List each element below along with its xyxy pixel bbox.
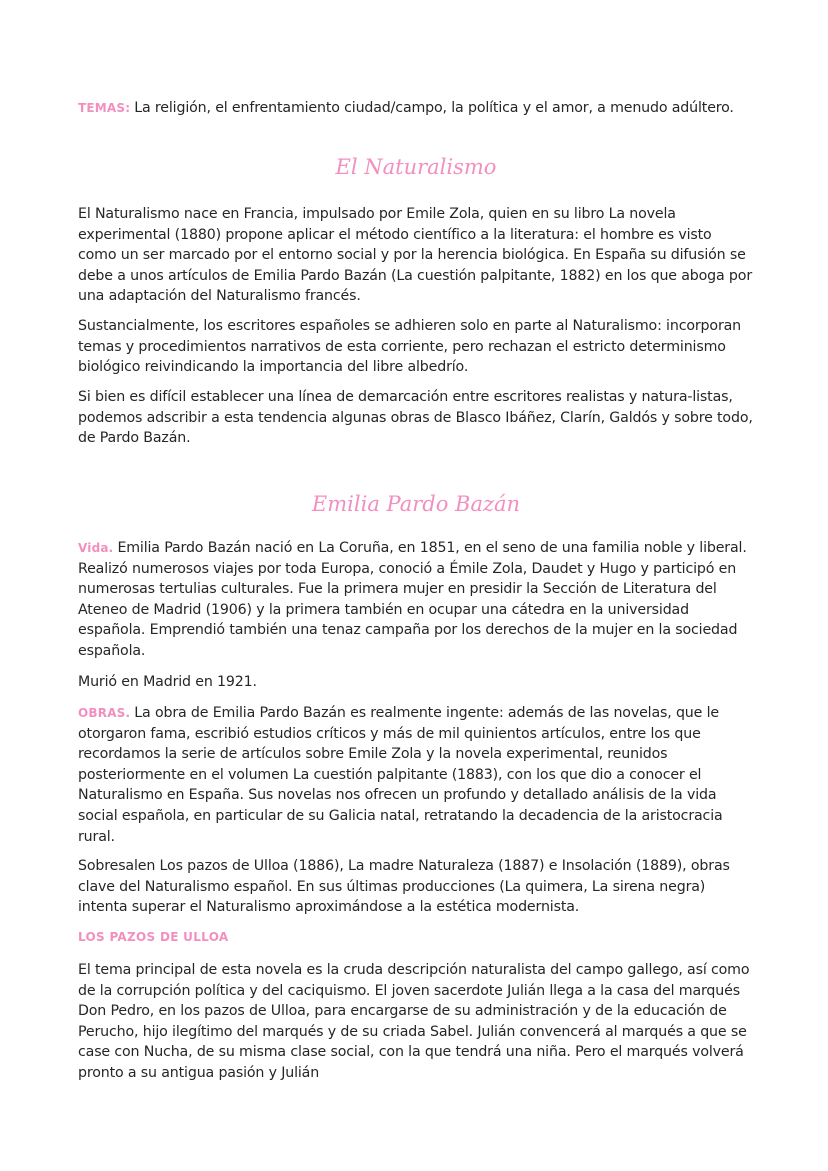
vida-label: Vida. (78, 541, 114, 555)
naturalismo-p1: El Naturalismo nace en Francia, impulsado por Emile Zola, quien en su libro La novela experimental (1880) propone aplicar el método científico a la literatura: el hombre es visto como un ser marcado por el entorno social y por la herencia biológica. En España su difusión se debe a unos artículos de Emilia Pardo Bazán (La cuestión palpitante, 1882) en los que aboga por una adaptación del Naturalismo francés. (78, 206, 753, 305)
obras-label: OBRAS. (78, 706, 131, 720)
temas-label: TEMAS: (78, 101, 131, 115)
naturalismo-p3: Si bien es difícil establecer una línea de demarcación entre escritores realistas y natura-listas, podemos adscribir a esta tendencia algunas obras de Blasco Ibáñez, Clarín, Galdós y sobre todo, de Pardo Bazán. (78, 389, 753, 447)
sobresalen-text: Sobresalen Los pazos de Ulloa (1886), La madre Naturaleza (1887) e Insolación (1889), obras clave del Naturalismo español. En sus últimas producciones (La quimera, La sirena negra) intenta superar el Naturalismo aproximándose a la estética modernista. (78, 858, 730, 916)
temas-text: La religión, el enfrentamiento ciudad/campo, la política y el amor, a menudo adúltero. (134, 100, 734, 116)
temas-paragraph (78, 98, 754, 119)
section-title-pardo-bazan: Emilia Pardo Bazán (311, 492, 521, 516)
naturalismo-paragraph-3 (78, 387, 754, 449)
pazos-paragraph (78, 960, 754, 1084)
vida-text: Emilia Pardo Bazán nació en La Coruña, en 1851, en el seno de una familia noble y liberal. Realizó numerosos viajes por toda Europa, conoció a Émile Zola, Daudet y Hugo y participó en numerosas tertulias culturales. Fue la primera mujer en presidir la Sección de Literatura del Ateneo de Madrid (1906) y la primera también en ocupar una cátedra en la universidad española. Emprendió también una tenaz campaña por los derechos de la mujer en la sociedad española. (78, 540, 747, 659)
section-title-naturalismo: El Naturalismo (335, 155, 497, 179)
naturalismo-p2: Sustancialmente, los escritores españoles se adhieren solo en parte al Naturalismo: incorporan temas y procedimientos narrativos de esta corriente, pero rechazan el estricto determinismo biológico reivindicando la importancia del libre albedrío. (78, 318, 742, 376)
sobresalen-paragraph (78, 856, 754, 918)
pazos-heading: LOS PAZOS DE ULLOA (78, 930, 229, 944)
obras-paragraph (78, 703, 754, 847)
obras-text: La obra de Emilia Pardo Bazán es realmente ingente: además de las novelas, que le otorgaron fama, escribió estudios críticos y más de mil quinientos artículos, entre los que recordamos la serie de artículos sobre Emile Zola y la novela experimental, reunidos posteriormente en el volumen La cuestión palpitante (1883), con los que dio a conocer el Naturalismo en España. Sus novelas nos ofrecen un profundo y detallado análisis de la vida social española, en particular de su Galicia natal, retratando la decadencia de la aristocracia rural. (78, 705, 723, 845)
vida-paragraph (78, 538, 754, 662)
naturalismo-paragraph-1 (78, 204, 754, 307)
pazos-text: El tema principal de esta novela es la cruda descripción naturalista del campo gallego, así como de la corrupción política y del caciquismo. El joven sacerdote Julián llega a la casa del marqués Don Pedro, en los pazos de Ulloa, para encargarse de su administración y de la educación de Perucho, hijo ilegítimo del marqués y de su criada Sabel. Julián convencerá al marqués a que se case con Nucha, de su misma clase social, con la que tendrá una niña. Pero el marqués volverá pronto a su antigua pasión y Julián (78, 962, 750, 1081)
murio-paragraph (78, 672, 754, 693)
murio-text: Murió en Madrid en 1921. (78, 674, 257, 690)
naturalismo-paragraph-2 (78, 316, 754, 378)
